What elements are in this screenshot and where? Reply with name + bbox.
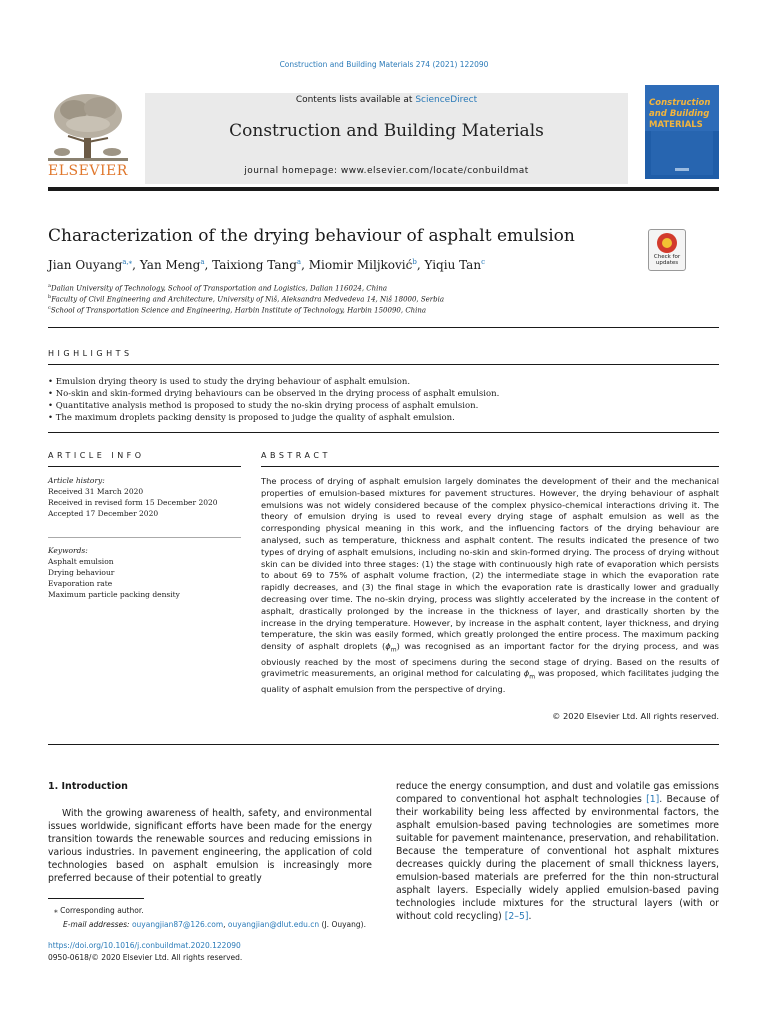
history-revised: Received in revised form 15 December 2020 xyxy=(48,498,218,507)
section-divider xyxy=(48,364,719,365)
intro-paragraph-right: reduce the energy consumption, and dust and volatile gas emissions compared to conventional hot asphalt technologies [1]. Because of their workability being less affected by environmental factors, the asphalt emulsion-based paving technologies are sometimes more suitable for pavement maintenance, preservation, and rehabilitation. Because the temperature of conventional hot asphalt mixtures decreases quickly during the placement of small thickness layers, emulsion-based materials are preferred for the thin non-structural asphalt layers. Especially widely applied emulsion-based paving technologies include mixtures for the structural layers (with or without cold recycling) [2–5]. xyxy=(396,781,719,922)
article-info-heading: ARTICLE INFO xyxy=(48,451,145,460)
header-rule xyxy=(48,187,719,191)
check-updates-label: Check for updates xyxy=(653,254,681,266)
section-divider xyxy=(48,327,719,328)
corresponding-author-note: ⁎ Corresponding author. xyxy=(54,906,144,915)
abstract-copyright: © 2020 Elsevier Ltd. All rights reserved. xyxy=(552,711,719,721)
journal-title: Construction and Building Materials xyxy=(229,121,544,141)
author-affil-marker[interactable]: a xyxy=(296,258,302,266)
highlight-item: • No-skin and skin-formed drying behaviours can be observed in the drying process of asphalt emulsion. xyxy=(48,389,500,399)
author-list: Jian Ouyang$^{a,⁎}$, Yan Meng$^a$, Taixiong Tang$^a$, Miomir Miljković$^b$, Yiqiu Tan$^c$ xyxy=(48,258,485,272)
doi-link[interactable]: https://doi.org/10.1016/j.conbuildmat.2020.122090 xyxy=(48,941,241,950)
abstract-text: The process of drying of asphalt emulsion largely dominates the development of their and the mechanical properties of emulsion-based mixtures for pavement structures. However, the drying behaviour of asphalt emulsions was not widely considered because of the complex physico-chemical interactions driving it. The theory of emulsion drying is used to reveal every drying stage of asphalt emulsion as well as the corresponding physical meaning in this work, and the influencing factors of the drying behaviour are analysed, such as temperature, thickness and asphalt content. The results indicated the presence of two types of drying of asphalt emulsions, including no-skin and skin-formed drying. The process of drying without skin can be divided into three stages: (1) the stage with continuously high rate of evaporation which persists to about 69 to 75% of asphalt volume fraction, (2) the intermediate stage in which the evaporation rate rapidly decreases, and (3) the final stage in which the evaporation rate is drastically lower and gradually decreasing over time. The no-skin drying, process was slightly accelerated by the increase in the content of asphalt, drastically prolonged by the increase in the thickness of layer, and drastically shorten by the increase in the drying temperature. However, by increase in the asphalt content, layer thickness, and drying temperature, the skin was easily formed, which greatly prolonged the entire process. The maximum packing density of asphalt droplets $(\phi_m)$ was recognised as an important factor for the drying process, and was obviously reached by the most of specimens during the second stage of drying. Based on the results of gravimetric measurements, an original method for calculating $\phi_m$ was proposed, which facilitates judging the quality of asphalt emulsion from the perspective of drying. xyxy=(261,476,720,694)
elsevier-wordmark: ELSEVIER xyxy=(48,163,128,179)
cover-title-line-2: and Building xyxy=(649,109,710,119)
highlights-heading: HIGHLIGHTS xyxy=(48,349,133,358)
footnote-divider xyxy=(48,898,144,899)
contents-line xyxy=(145,95,628,105)
affiliation: $^c$School of Transportation Science and Engineering, Harbin Institute of Technology, Harbin 150090, China xyxy=(48,305,427,315)
email-addresses: E-mail addresses: ouyangjian87@126.com, ouyangjian@dlut.edu.cn (J. Ouyang). xyxy=(63,920,366,929)
keywords-divider xyxy=(48,537,241,538)
journal-citation[interactable]: Construction and Building Materials 274 (2021) 122090 xyxy=(279,60,489,69)
reference-link[interactable]: [2–5] xyxy=(504,911,529,922)
author-name[interactable]: Taixiong Tang xyxy=(212,258,297,272)
history-received: Received 31 March 2020 xyxy=(48,487,144,496)
author-affil-marker[interactable]: a,⁎ xyxy=(122,258,133,266)
check-for-updates-button[interactable] xyxy=(648,229,686,271)
cover-title-line-1: Construction xyxy=(649,98,711,108)
author-name[interactable]: Yiqiu Tan xyxy=(424,258,482,272)
author-name[interactable]: Yan Meng xyxy=(139,258,201,272)
intro-paragraph-left: With the growing awareness of health, safety, and environmental issues worldwide, significant efforts have been made for the energy transition towards the renewable sources and reducing emissions in various industries. In pavement engineering, the application of cold technologies based on asphalt emulsion is increasingly more preferred because of their potential to greatly xyxy=(48,808,372,884)
section-divider xyxy=(48,432,719,433)
elsevier-tree-logo xyxy=(48,92,128,162)
highlight-item: • The maximum droplets packing density is proposed to judge the quality of asphalt emulsion. xyxy=(48,413,455,423)
affiliation: $^a$Dalian University of Technology, School of Transportation and Logistics, Dalian 116024, China xyxy=(48,283,388,293)
email-link[interactable]: ouyangjian@dlut.edu.cn xyxy=(227,920,320,929)
keyword-item: Asphalt emulsion xyxy=(48,557,114,566)
abstract-heading: ABSTRACT xyxy=(261,451,331,460)
journal-homepage[interactable]: journal homepage: www.elsevier.com/locate/conbuildmat xyxy=(244,166,529,176)
history-accepted: Accepted 17 December 2020 xyxy=(48,509,159,518)
introduction-heading: 1. Introduction xyxy=(48,781,128,792)
article-title: Characterization of the drying behaviour of asphalt emulsion xyxy=(48,226,575,246)
highlight-item: • Emulsion drying theory is used to study the drying behaviour of asphalt emulsion. xyxy=(48,377,411,387)
journal-cover-thumbnail xyxy=(645,85,719,179)
author-affil-marker[interactable]: a xyxy=(200,258,205,266)
author-name[interactable]: Jian Ouyang xyxy=(48,258,123,272)
highlight-item: • Quantitative analysis method is proposed to study the no-skin drying process of asphalt emulsion. xyxy=(48,401,479,411)
author-affil-marker[interactable]: b xyxy=(412,258,417,266)
keywords-label: Keywords: xyxy=(48,546,88,555)
affiliation: $^b$Faculty of Civil Engineering and Architecture, University of Niš, Aleksandra Medvedeva 14, Niš 18000, Serbia xyxy=(48,294,445,304)
contents-prefix: Contents lists available at xyxy=(295,95,416,105)
check-updates-icon xyxy=(657,233,677,253)
issn-copyright: 0950-0618/© 2020 Elsevier Ltd. All rights reserved. xyxy=(48,953,243,962)
author-affil-marker[interactable]: c xyxy=(481,258,485,266)
keyword-item: Drying behaviour xyxy=(48,568,115,577)
article-info-divider xyxy=(48,466,241,467)
author-name[interactable]: Miomir Miljković xyxy=(308,258,413,272)
keyword-item: Evaporation rate xyxy=(48,579,113,588)
keyword-item: Maximum particle packing density xyxy=(48,590,180,599)
abstract-divider xyxy=(261,466,719,467)
cover-title-line-3: MATERIALS xyxy=(649,120,703,130)
history-label: Article history: xyxy=(48,476,105,485)
section-divider xyxy=(48,744,719,745)
email-link[interactable]: ouyangjian87@126.com xyxy=(131,920,224,929)
reference-link[interactable]: [1] xyxy=(646,794,660,805)
cover-publisher-mark xyxy=(675,168,689,171)
sciencedirect-link[interactable]: ScienceDirect xyxy=(415,95,478,105)
